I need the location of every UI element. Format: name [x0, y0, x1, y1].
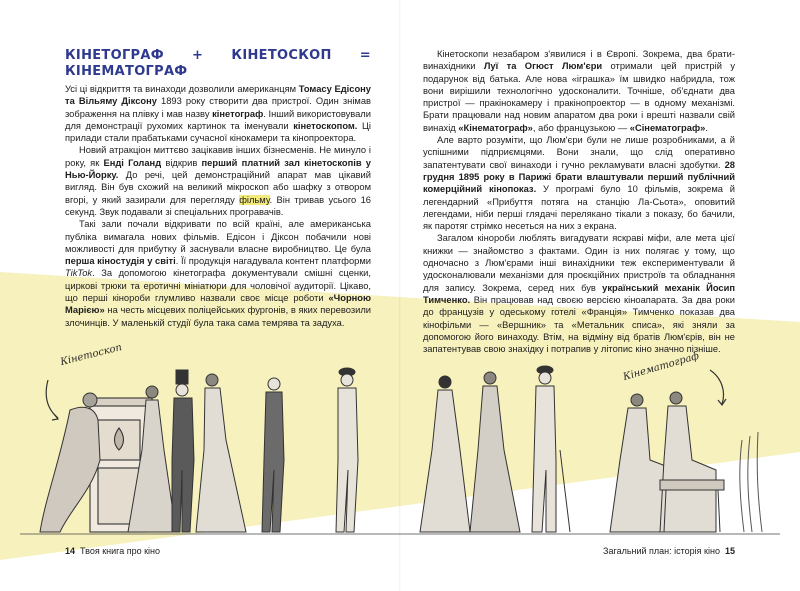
- caption-cinematograph: Кінематограф: [621, 350, 701, 383]
- person-woman-3: [470, 372, 520, 532]
- footer-left: [65, 546, 160, 556]
- caption-kinetoscope: Кінетоскоп: [59, 342, 124, 368]
- left-page-text: [65, 48, 371, 329]
- person-man-standing: [262, 378, 284, 532]
- page-number-right: 15: [724, 546, 735, 556]
- paragraph-3: Такі зали почали відкривати по всій країні, але американська публіка вимагала нових фільмів. Едісон і Діксон побачили нові можливості для прибутку й заснували власне виробництво. Це була перша кіностудія у світі. Її продукція нагадувала контент платформи TikTok. За допомогою кінетографа документували смішні сценки, циркові трюки та еротичні мініатюри для чоловічої аудиторії. Цікаво, що перші кінороби глумливо назвали своє місце роботи «Чорною Марією» на честь місцевих поліцейських фургонів, в яких перевозили злочинців. У маленькій студії була така сама темрява та задуха.: [65, 219, 371, 328]
- footer-right: [603, 546, 735, 556]
- person-man-tophat: [172, 370, 194, 532]
- running-title-left: Твоя книга про кіно: [80, 546, 161, 556]
- paragraph-2: Новий атракціон миттєво зацікавив інших бізнесменів. Не минуло і року, як Енді Голанд відкрив перший платний зал кінетоскопів у Нью-Йорку. До речі, цей демонстраційний апарат мав цікавий вигляд. Він був схожий на великий мікроскоп або шафку з отвором вгорі, у який зазирали для перегляду фільму. Він тривав усього 16 секунд. Звук подавали зі спеціальних програвачів.: [65, 145, 372, 217]
- paragraph-5: Але варто розуміти, що Люм'єри були не лише розробниками, а й успішними підприємцями. Вони знали, що слід оперативно запатентувати свої винаходи і гучно рекламувати власні здобутки. 28 грудня 1895 року в Парижі брати влаштували перший публічний комерційний кінопоказ. У програмі було 10 фільмів, зокрема й легендарний «Прибуття потяга на станцію Ла-Сьота», оповитий легендами, ніби перші глядачі перелякано тікали з показу, бо бачили, як паротяг стрімко несеться на них з екрана.: [423, 135, 735, 232]
- page-number-left: 14: [65, 546, 76, 556]
- illustration-crowd: [0, 340, 800, 550]
- arrow-left-icon: [46, 380, 58, 418]
- person-woman-walking: [420, 376, 470, 532]
- running-title-right: Загальний план: історія кіно: [603, 546, 720, 556]
- paragraph-4: Кінетоскопи незабаром з'явилися і в Європі. Зокрема, два брати-винахідники Луї та Огюст Люм'єри отримали цей пристрій у подарунок від батька. Але нова «іграшка» їм швидко набридла, тож вони вирішили технологічно удосконалити. Точніше, об'єднати два пристрої — пракінокамеру і пракінопроектор — в одному механізмі. Брати працювали над новим апаратом два роки і врешті назвали свій винахід «Кінематограф», або французькою — «Сінематограф».: [423, 49, 735, 133]
- person-woman-2: [196, 374, 246, 532]
- section-title: КІНЕТОГРАФ + КІНЕТОСКОП = КІНЕМАТОГРАФ: [65, 48, 371, 79]
- person-man-cane: [532, 366, 570, 532]
- curtain: [740, 432, 762, 532]
- highlighted-term: фільму: [239, 194, 270, 205]
- right-page-text: [423, 48, 735, 355]
- paragraph-6: Загалом кінороби люблять вигадувати яскраві міфи, але мета цієї книжки — знайомство з фактами. Один із них полягає у тому, що одночасно з Люм'єрами інші винахідники теж експериментували й удосконалювали механізми для проєкційних пристроїв та обладнання для запису. Зокрема, серед них був український механік Йосип Тимченко. Він працював над своєю версією кіноапарата. За два роки до французів у одеському готелі «Франція» Тимченко показав два кінофільми — «Вершник» та «Метальник списа», які зняли за допомогою його винаходу. Втім, на відміну від братів Люм'єрів, він не запатентував свою знахідку і потрапив у літопис кіно значно пізніше.: [423, 233, 736, 355]
- person-man-bowler: [336, 368, 358, 532]
- seated-audience: [610, 392, 724, 532]
- paragraph-1: Усі ці відкриття та винаходи дозволили американцям Томасу Едісону та Вільяму Діксону 1893 року створити два пристрої. Один знімав зображення на плівку і мав назву кінетограф. Інший використовували для демонстрації рухомих картинок та іменували кінетоскопом. Ці прилади стали прабатьками сучасної кінокамери та кінопроектора.: [65, 84, 371, 144]
- arrow-right-icon: [710, 370, 724, 404]
